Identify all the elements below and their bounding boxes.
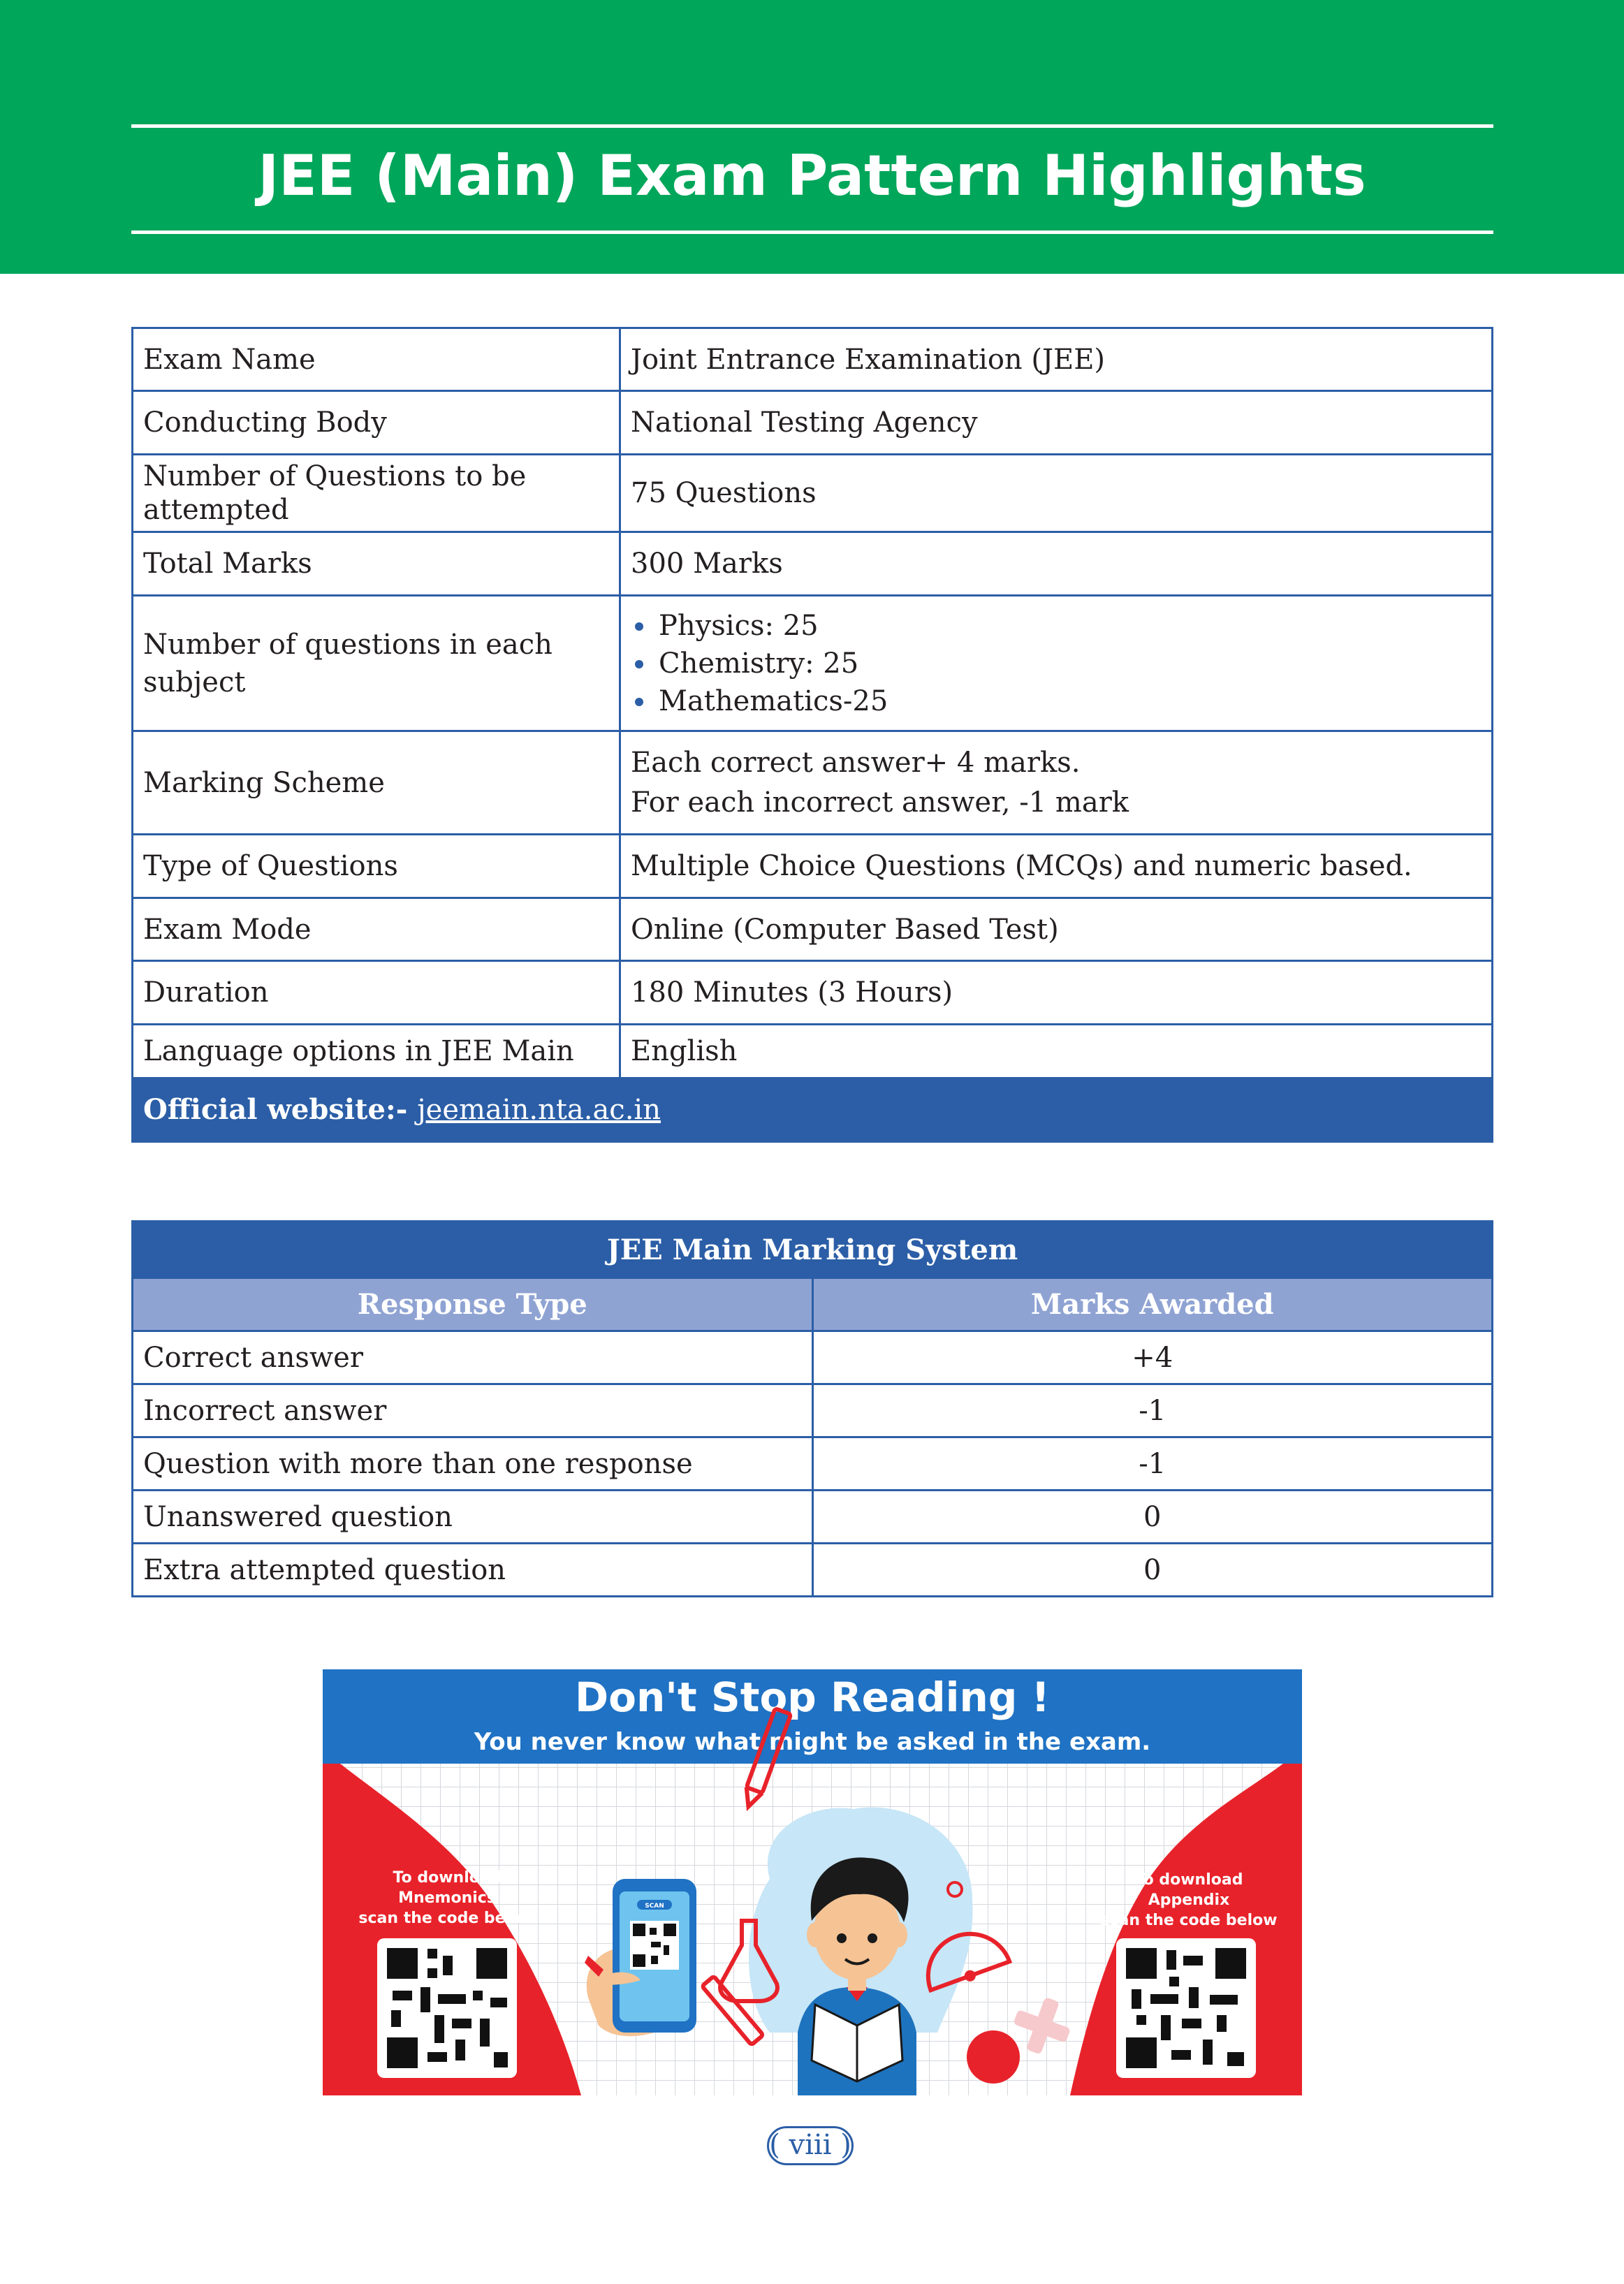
table-row [133,1544,1493,1597]
row-value: 75 Questions [620,455,1493,532]
table-row [133,455,1493,532]
website-cell [133,1078,1493,1142]
row-value: 300 Marks [620,532,1493,596]
row-value: Joint Entrance Examination (JEE) [620,328,1493,391]
table-row [133,1437,1493,1491]
table-row [133,835,1493,898]
row-value: National Testing Agency [620,391,1493,455]
marking-system-table [131,1220,1493,1597]
right-caption-line: To download [1134,1871,1243,1889]
response-type: Incorrect answer [133,1384,813,1437]
decor-circle [967,2030,1020,2084]
row-label: Total Marks [133,532,620,596]
promo-headline: Don't Stop Reading ! [575,1674,1050,1721]
row-label: Number of questions in each subject [133,596,620,731]
exam-highlights-table [131,327,1493,1143]
list-item: Chemistry: 25 [631,645,1482,682]
subject-list [631,607,1482,720]
marks-awarded: 0 [812,1491,1493,1544]
table-row [133,596,1493,731]
table-title-row [133,1222,1493,1278]
table-row [133,1384,1493,1437]
table-row [133,898,1493,961]
table-row [133,961,1493,1025]
row-label: Duration [133,961,620,1025]
bullet-icon [635,660,643,668]
marking-line: Each correct answer+ 4 marks. [631,746,1081,779]
table-row [133,328,1493,391]
promo-subline: You never know what might be asked in the exam. [474,1728,1151,1756]
list-item: Mathematics-25 [631,682,1482,720]
bottom-divider [131,230,1493,234]
table-row [133,532,1493,596]
row-label: Number of Questions to be attempted [133,455,620,532]
right-qr-code-icon [1116,1938,1256,2078]
title-banner [0,0,1624,274]
right-caption-line: Appendix [1148,1891,1230,1909]
website-row [133,1078,1493,1142]
bullet-icon [635,698,643,706]
marks-awarded: -1 [812,1384,1493,1437]
list-item: Physics: 25 [631,607,1482,645]
right-caption-line: scan the code below [1100,1912,1278,1929]
marks-awarded: -1 [812,1437,1493,1491]
website-label: Official website:- [143,1093,408,1126]
table-row [133,1025,1493,1078]
left-caption-line: Mnemonics [398,1889,496,1907]
marking-line: For each incorrect answer, -1 mark [631,786,1129,819]
table-row [133,731,1493,835]
column-header: Marks Awarded [812,1278,1493,1331]
bullet-icon [635,622,643,631]
row-value: Multiple Choice Questions (MCQs) and numeric based. [620,835,1493,898]
row-value: Online (Computer Based Test) [620,898,1493,961]
row-label: Exam Name [133,328,620,391]
left-qr-code-icon [377,1938,517,2078]
table-row [133,391,1493,455]
table-title: JEE Main Marking System [133,1222,1493,1278]
marks-awarded: 0 [812,1544,1493,1597]
row-label: Marking Scheme [133,731,620,835]
row-value [620,596,1493,731]
table-header-row [133,1278,1493,1331]
row-label: Language options in JEE Main [133,1025,620,1078]
response-type: Question with more than one response [133,1437,813,1491]
response-type: Extra attempted question [133,1544,813,1597]
table-row [133,1491,1493,1544]
website-link[interactable]: jeemain.nta.ac.in [417,1094,661,1126]
response-type: Unanswered question [133,1491,813,1544]
row-label: Exam Mode [133,898,620,961]
marks-awarded: +4 [812,1331,1493,1384]
page-number: ( viii ) [767,2126,854,2165]
column-header: Response Type [133,1278,813,1331]
response-type: Correct answer [133,1331,813,1384]
table-row [133,1331,1493,1384]
top-divider [131,124,1493,128]
left-caption-line: To download [393,1869,502,1887]
row-label: Conducting Body [133,391,620,455]
svg-text:SCAN: SCAN [645,1903,664,1910]
row-value [620,731,1493,835]
row-label: Type of Questions [133,835,620,898]
page-title: JEE (Main) Exam Pattern Highlights [258,143,1366,208]
row-value: 180 Minutes (3 Hours) [620,961,1493,1025]
promo-banner [323,1669,1302,2095]
left-caption-line: scan the code below [358,1910,536,1927]
row-value: English [620,1025,1493,1078]
